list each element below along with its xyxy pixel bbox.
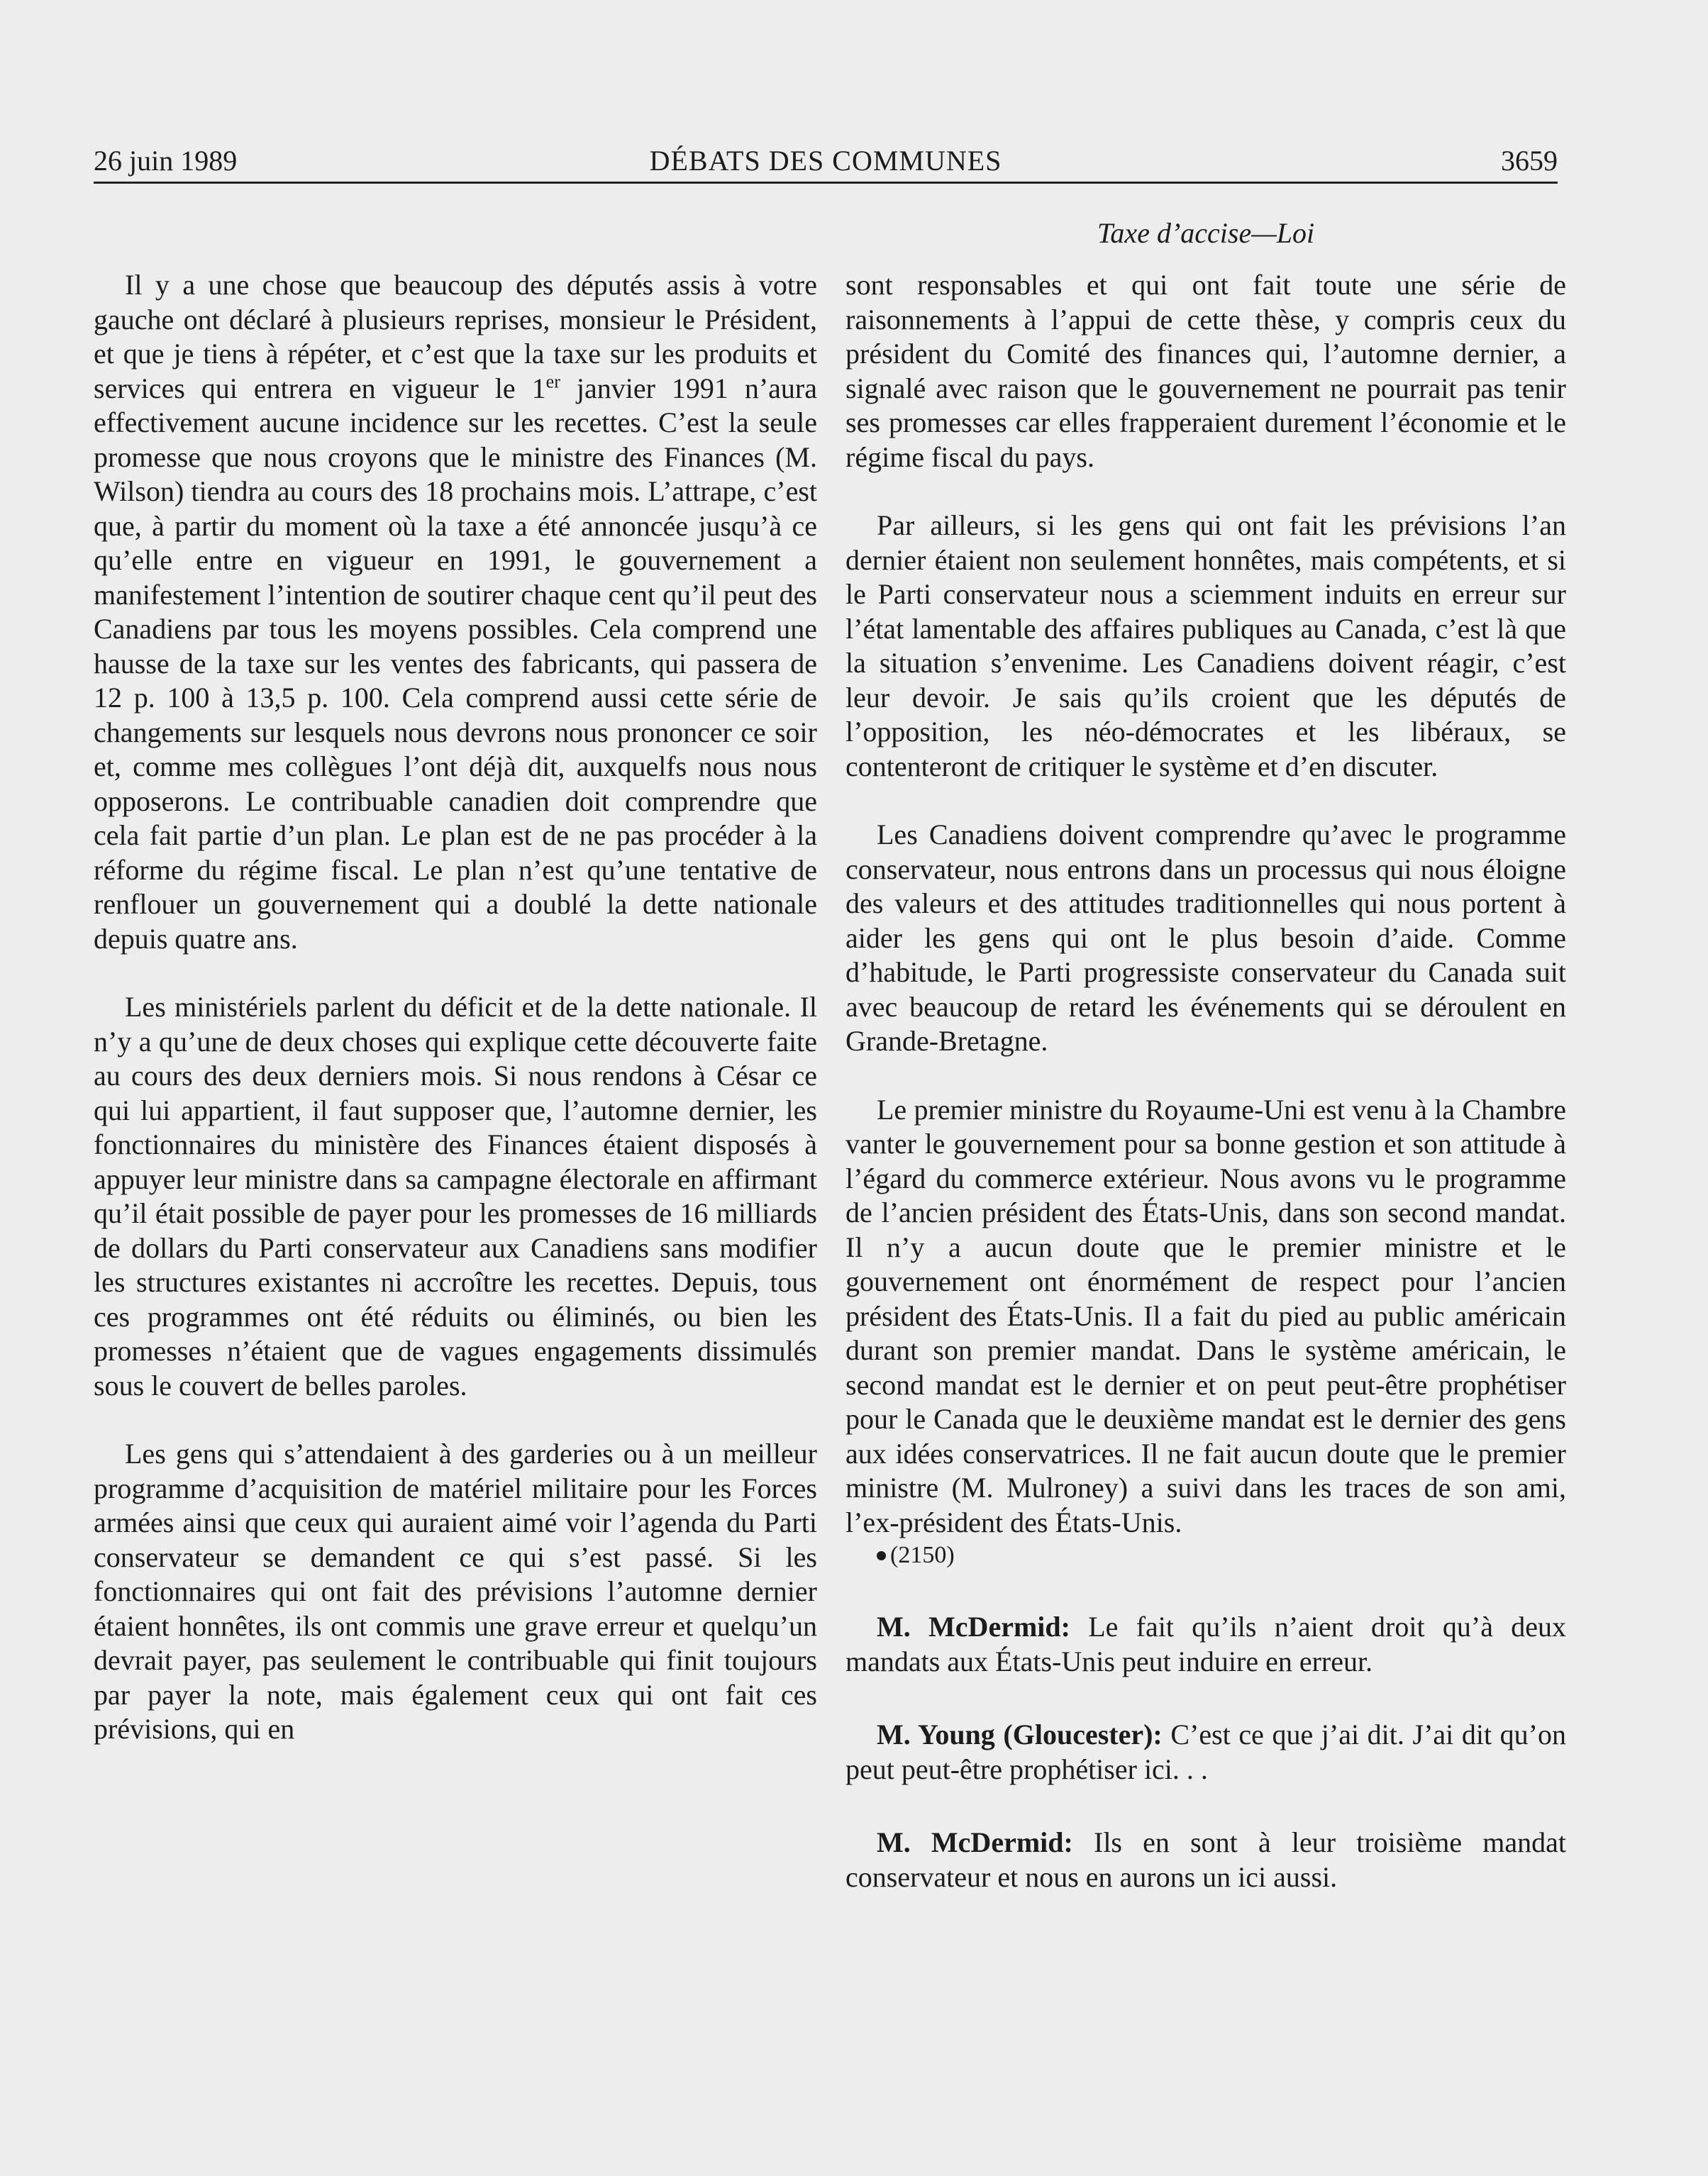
speaker-name: M. McDermid: [877, 1611, 1070, 1643]
paragraph: Les Canadiens doivent comprendre qu’avec le programme conservateur, nous entrons dans un processus qui nous éloigne des valeurs et des attitudes traditionnelles qui nous portent à aider les gens qui ont le plus besoin d’aide. Comme d’habitude, le Parti progressiste conservateur du Canada suit avec beaucoup de retard les événements qui se déroulent en Grande-Bretagne. [845, 818, 1566, 1057]
speech-mcdermid-2: M. McDermid: Ils en sont à leur troisième mandat conservateur et nous en aurons un ici aussi. [845, 1826, 1566, 1893]
bullet-icon [877, 1551, 886, 1560]
paragraph: Il y a une chose que beaucoup des députés assis à votre gauche ont déclaré à plusieurs reprises, monsieur le Président, et que je tiens à répéter, et c’est que la taxe sur les produits et services qui entrera en vigueur le 1er janvier 1991 n’aura effectivement aucune incidence sur les recettes. C’est la seule promesse que nous croyons que le ministre des Finances (M. Wilson) tiendra au cours des 18 prochains mois. L’attrape, c’est que, à partir du moment où la taxe a été annoncée jusqu’à ce qu’elle entre en vigueur en 1991, le gouvernement a manifestement l’intention de soutirer chaque cent qu’il peut des Canadiens par tous les moyens possibles. Cela comprend une hausse de la taxe sur les ventes des fabricants, qui passera de 12 p. 100 à 13,5 p. 100. Cela comprend aussi cette série de changements sur lesquels nous devrons nous prononcer ce soir et, comme mes collègues l’ont déjà dit, auxquelfs nous nous opposerons. Le contribuable canadien doit comprendre que cela fait partie d’un plan. Le plan est de ne pas procéder à la réforme du régime fiscal. Le plan n’est qu’une tentative de renflouer un gouvernement qui a doublé la dette nationale depuis quatre ans. [94, 269, 818, 955]
speech-young: M. Young (Gloucester): C’est ce que j’ai dit. J’ai dit qu’on peut peut-être prophétiser ici. . . [845, 1719, 1566, 1785]
header-date: 26 juin 1989 [94, 145, 238, 177]
header-title: DÉBATS DES COMMUNES [649, 145, 1002, 177]
right-column [845, 268, 1566, 1894]
left-column [94, 268, 817, 1747]
speech-mcdermid-1: M. McDermid: Le fait qu’ils n’aient droit qu’à deux mandats aux États-Unis peut induire en erreur. [845, 1611, 1567, 1677]
speaker-name: M. Young (Gloucester): [877, 1719, 1163, 1750]
paragraph: Les ministériels parlent du déficit et de la dette nationale. Il n’y a qu’une de deux choses qui explique cette découverte faite au cours des deux derniers mois. Si nous rendons à César ce qui lui appartient, il faut supposer que, l’automne dernier, les fonctionnaires du ministère des Finances étaient disposés à appuyer leur ministre dans sa campagne électorale en affirmant qu’il était possible de payer pour les promesses de 16 milliards de dollars du Parti conservateur aux Canadiens sans modifier les structures existantes ni accroître les recettes. Depuis, tous ces programmes ont été réduits ou éliminés, ou bien les promesses n’étaient que de vagues engagements dissimulés sous le couvert de belles paroles. [94, 991, 817, 1401]
paragraph: sont responsables et qui ont fait toute une série de raisonnements à l’appui de cette thèse, y compris ceux du président du Comité des finances qui, l’automne dernier, a signalé avec raison que le gouvernement ne pourrait pas tenir ses promesses car elles frapperaient durement l’économie et le régime fiscal du pays. [845, 269, 1566, 473]
time-marker: (2150) [845, 1540, 1566, 1571]
running-head: Taxe d’accise—Loi [1097, 217, 1315, 249]
header-rule [94, 182, 1558, 184]
page-header [94, 143, 1558, 179]
speaker-name: M. McDermid: [877, 1826, 1073, 1858]
paragraph: Le premier ministre du Royaume-Uni est venu à la Chambre vanter le gouvernement pour sa bonne gestion et son attitude à l’égard du commerce extérieur. Nous avons vu le programme de l’ancien président des États-Unis, dans son second mandat. Il n’y a aucun doute que le premier ministre et le gouvernement ont énormément de respect pour l’ancien président des États-Unis. Il a fait du pied au public américain durant son premier mandat. Dans le système américain, le second mandat est le dernier et on peut peut-être prophétiser pour le Canada que le deuxième mandat est le dernier des gens aux idées conservatrices. Il ne fait aucun doute que le premier ministre (M. Mulroney) a suivi dans les traces de son ami, l’ex-président des États-Unis. [845, 1093, 1566, 1538]
page-number: 3659 [1501, 145, 1558, 177]
paragraph: Par ailleurs, si les gens qui ont fait les prévisions l’an dernier étaient non seulement honnêtes, mais compétents, et si le Parti conservateur nous a sciemment induits en erreur sur l’état lamentable des affaires publiques au Canada, c’est là que la situation s’envenime. Les Canadiens doivent réagir, c’est leur devoir. Je sais qu’ils croient que les députés de l’opposition, les néo-démocrates et les libéraux, se contenteront de critiquer le système et d’en discuter. [845, 509, 1566, 782]
superscript-er: er [545, 371, 560, 392]
paragraph: Les gens qui s’attendaient à des garderies ou à un meilleur programme d’acquisition de matériel militaire pour les Forces armées ainsi que ceux qui auraient aimé voir l’agenda du Parti conservateur se demandent ce qui s’est passé. Si les fonctionnaires qui ont fait des prévisions l’automne dernier étaient honnêtes, ils ont commis une grave erreur et quelqu’un devrait payer, pas seulement le contribuable qui finit toujours par payer la note, mais également ceux qui ont fait ces prévisions, qui en [94, 1438, 817, 1745]
